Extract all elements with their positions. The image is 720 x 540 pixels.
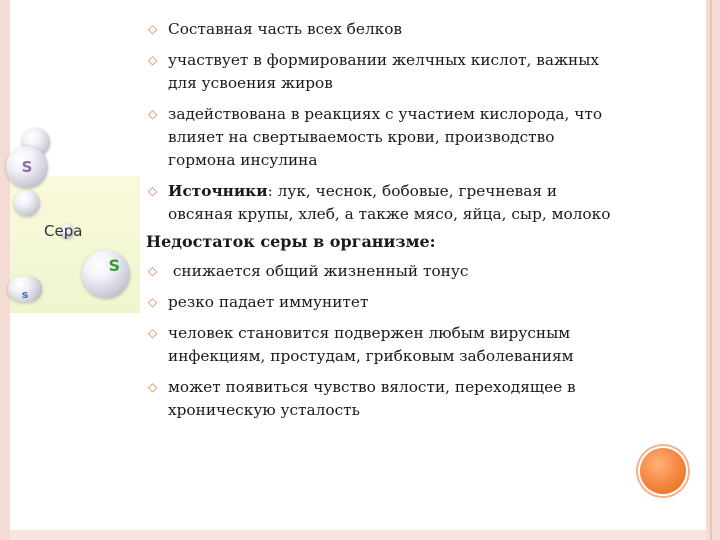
- list-item-sources: [148, 180, 708, 226]
- right-frame-border: [706, 0, 720, 540]
- list-item-line: снижается общий жизненный тонус: [168, 262, 469, 280]
- list-item-line: задействована в реакциях с участием кислорода, что: [168, 105, 603, 123]
- bottom-frame-border: [10, 530, 706, 540]
- bubble-s-large-label: S: [21, 158, 33, 176]
- hollow-diamond-bullet-icon: ◇: [148, 380, 158, 394]
- list-item-line: участвует в формировании желчных кислот, важных: [168, 51, 600, 69]
- list-item: [148, 18, 708, 41]
- list-item: [148, 260, 708, 283]
- list-item-line: влияет на свертываемость крови, производство: [168, 128, 555, 146]
- hollow-diamond-bullet-icon: ◇: [148, 295, 158, 309]
- list-item-line: для усвоения жиров: [168, 74, 333, 92]
- hollow-diamond-bullet-icon: ◇: [148, 184, 158, 198]
- list-item-line: хроническую усталость: [168, 401, 360, 419]
- hollow-diamond-bullet-icon: ◇: [148, 53, 158, 67]
- bubble-s-green-label: S: [108, 256, 120, 275]
- list-item: [148, 49, 708, 95]
- list-item-line: Составная часть всех белков: [168, 20, 403, 38]
- bubble-small-icon: [14, 190, 40, 216]
- list-item-line: гормона инсулина: [168, 151, 318, 169]
- sources-text: : лук, чеснок, бобовые, гречневая и: [267, 182, 558, 200]
- list-item-line: инфекциям, простудам, грибковым заболеваниям: [168, 347, 574, 365]
- list-item-line: может появиться чувство вялости, переходящее в: [168, 378, 576, 396]
- hollow-diamond-bullet-icon: ◇: [148, 326, 158, 340]
- list-item: [148, 376, 708, 422]
- hollow-diamond-bullet-icon: ◇: [148, 22, 158, 36]
- deficiency-heading: Недостаток серы в организме:: [146, 232, 436, 251]
- orange-circle-decoration: [640, 448, 686, 494]
- list-item-line: резко падает иммунитет: [168, 293, 369, 311]
- element-name-label: Сера: [44, 222, 83, 240]
- slide-content: [148, 18, 708, 422]
- bubble-s-green-icon: [82, 250, 130, 298]
- bubble-s-small-label: s: [21, 287, 29, 301]
- sources-text: овсяная крупы, хлеб, а также мясо, яйца, сыр, молоко: [168, 205, 611, 223]
- list-item: [148, 322, 708, 368]
- bubble-s-small-icon: [8, 276, 42, 302]
- sources-label: Источники: [168, 182, 268, 200]
- list-item: [148, 291, 708, 314]
- list-item: [148, 103, 708, 172]
- hollow-diamond-bullet-icon: ◇: [148, 264, 158, 278]
- left-frame-border: [0, 0, 10, 540]
- hollow-diamond-bullet-icon: ◇: [148, 107, 158, 121]
- list-item-line: человек становится подвержен любым вирусным: [168, 324, 571, 342]
- bubble-s-large-icon: [6, 146, 48, 188]
